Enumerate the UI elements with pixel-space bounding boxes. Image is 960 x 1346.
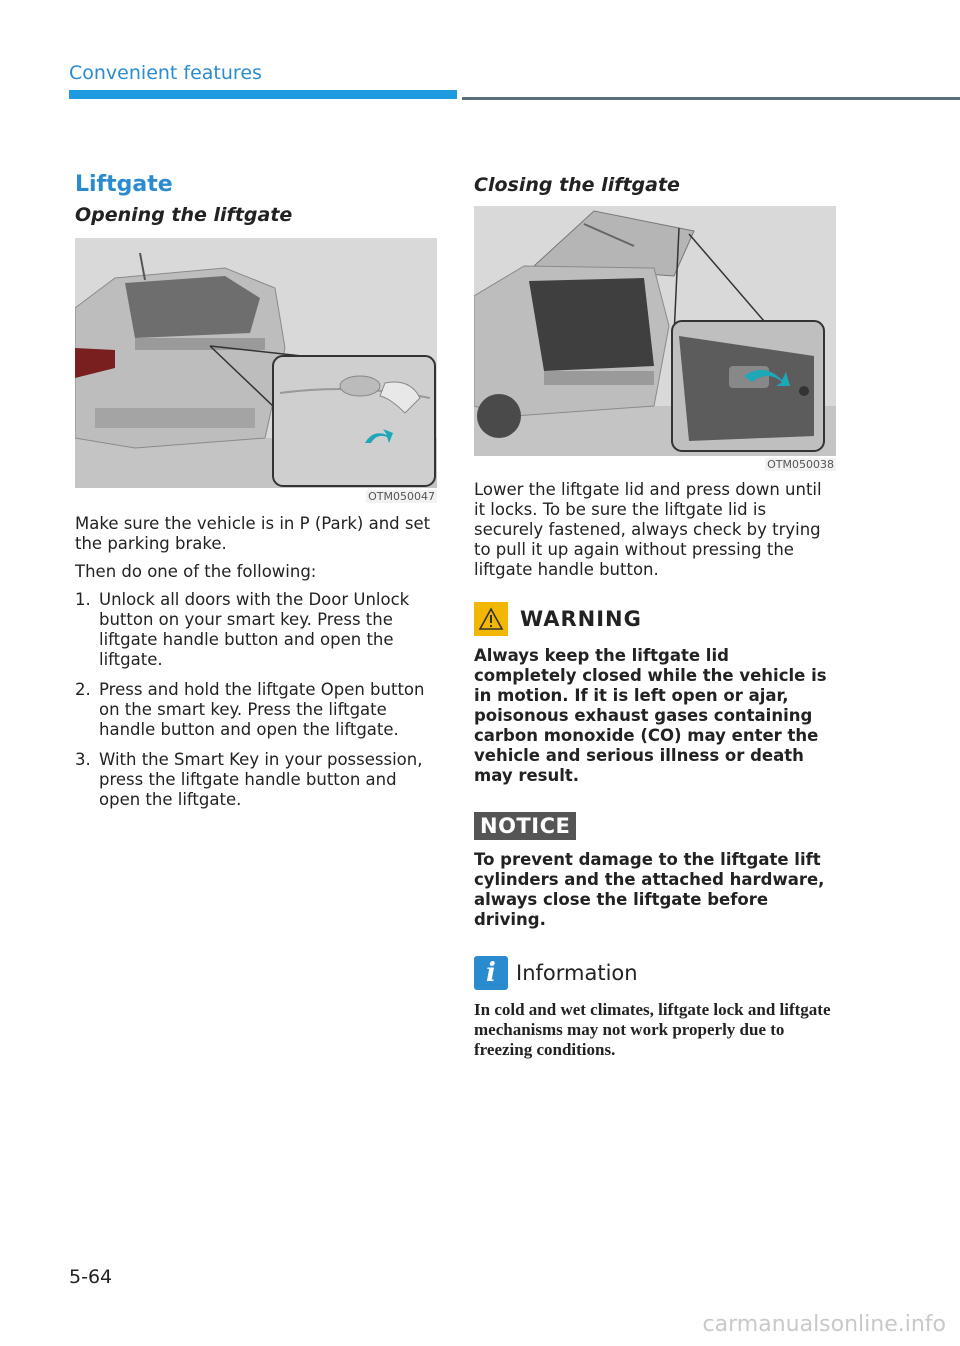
subtitle-opening: Opening the liftgate	[75, 204, 293, 226]
header-rule-accent	[69, 90, 457, 99]
step-text: Press and hold the liftgate Open button on the smart key. Press the liftgate handle button and open the liftgate.	[99, 680, 425, 739]
illustration-car-liftgate-raised	[474, 206, 836, 456]
step-number: 3.	[75, 750, 91, 769]
left-column	[75, 170, 437, 820]
figure-opening-liftgate	[75, 238, 437, 488]
illustration-car-rear-open-handle	[75, 238, 437, 488]
page-number: 5-64	[69, 1266, 113, 1288]
warning-icon	[474, 602, 508, 636]
paragraph-do-one: Then do one of the following:	[75, 562, 317, 581]
steps-list	[75, 590, 437, 810]
header-rule-gray	[462, 97, 960, 100]
warning-text: Always keep the liftgate lid completely closed while the vehicle is in motion. If it is left open or ajar, poisonous exhaust gases containing carbon monoxide (CO) may enter the vehicle and serious illness or death may result.	[474, 646, 827, 785]
paragraph-lower-lid: Lower the liftgate lid and press down until it locks. To be sure the liftgate lid is securely fastened, always check by trying to pull it up again without pressing the liftgate handle button.	[474, 480, 822, 579]
warning-label: WARNING	[520, 607, 642, 631]
information-icon: i	[474, 956, 508, 990]
notice-badge: NOTICE	[474, 812, 576, 840]
right-column	[474, 170, 836, 1060]
step-number: 2.	[75, 680, 91, 699]
information-label: Information	[516, 961, 638, 985]
warning-heading	[474, 602, 836, 636]
list-item	[75, 680, 437, 740]
figure-code-closing: OTM050038	[767, 458, 834, 471]
paragraph-park: Make sure the vehicle is in P (Park) and set the parking brake.	[75, 514, 431, 553]
step-text: Unlock all doors with the Door Unlock button on your smart key. Press the liftgate handle button and open the liftgate.	[99, 590, 410, 669]
figure-closing-liftgate	[474, 206, 836, 456]
watermark: carmanualsonline.info	[702, 1312, 946, 1337]
list-item	[75, 750, 437, 810]
notice-text: To prevent damage to the liftgate lift cylinders and the attached hardware, always close the liftgate before driving.	[474, 850, 825, 929]
list-item	[75, 590, 437, 670]
section-title-liftgate: Liftgate	[75, 172, 173, 197]
step-text: With the Smart Key in your possession, press the liftgate handle button and open the liftgate.	[99, 750, 423, 809]
information-heading	[474, 956, 836, 990]
section-header-title: Convenient features	[69, 62, 262, 84]
figure-code-opening: OTM050047	[368, 490, 435, 503]
step-number: 1.	[75, 590, 91, 609]
information-text: In cold and wet climates, liftgate lock and liftgate mechanisms may not work properly due to freezing conditions.	[474, 1000, 831, 1059]
subtitle-closing: Closing the liftgate	[474, 174, 680, 196]
